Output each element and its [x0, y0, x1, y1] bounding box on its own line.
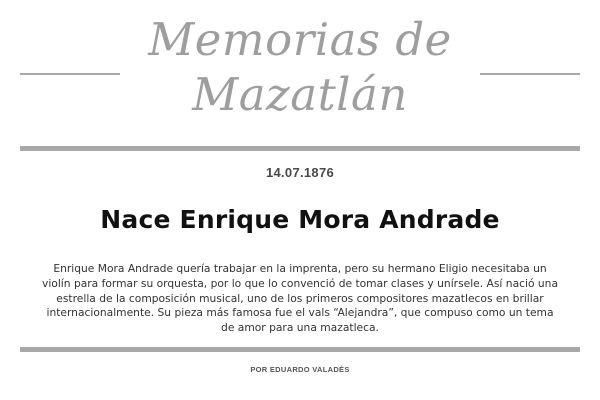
- masthead: [0, 0, 600, 140]
- article-byline: POR EDUARDO VALADÉS: [250, 365, 350, 374]
- masthead-right-rule: [480, 73, 580, 75]
- article-body: Enrique Mora Andrade quería trabajar en la imprenta, pero su hermano Eligio necesitaba un violín para formar su orquesta, por lo que lo convenció de tomar clases y unírsele. Así nació una estrella de la composición musical, uno de los primeros compositores mazatlecos en brillar internacionalmente. Su pieza más famosa fue el vals “Alejandra”, que compuso como un tema de amor para una mazatleca.: [42, 262, 558, 335]
- article-headline: Nace Enrique Mora Andrade: [100, 205, 500, 234]
- top-divider: [20, 146, 580, 151]
- masthead-title: Memorias de Mazatlán: [148, 13, 452, 121]
- bottom-divider: [20, 347, 580, 352]
- masthead-left-rule: [20, 73, 120, 75]
- article-date: 14.07.1876: [265, 165, 335, 180]
